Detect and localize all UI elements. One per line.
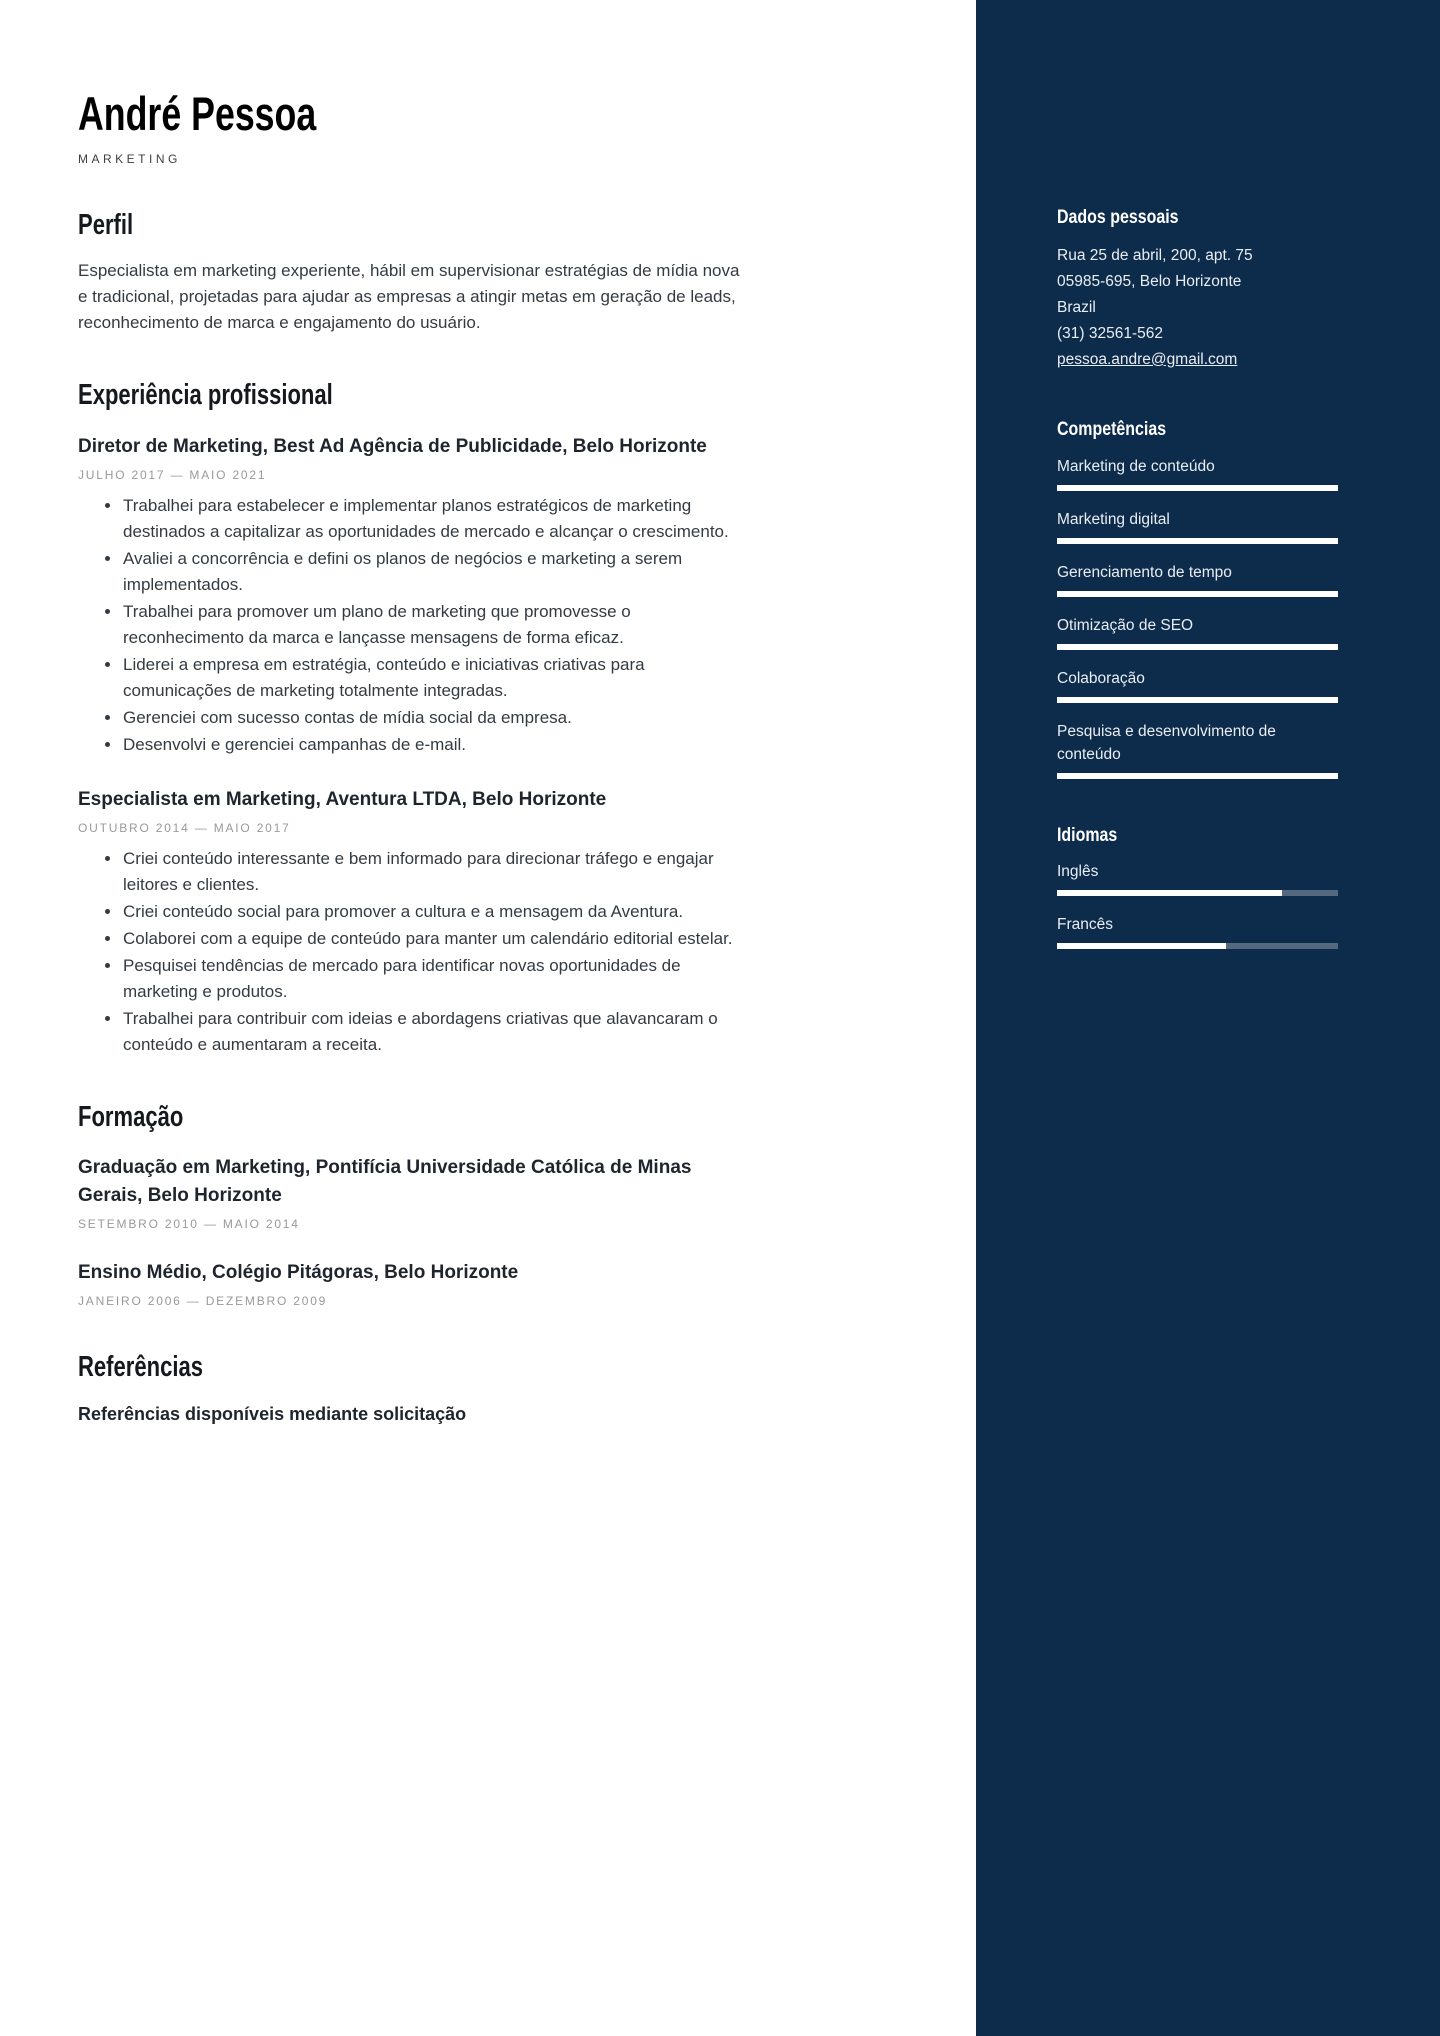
references-text: Referências disponíveis mediante solicitação <box>78 1404 467 1425</box>
skill-label: Otimização de SEO <box>1057 616 1194 634</box>
skill-item <box>1057 455 1338 491</box>
education-dates: JANEIRO 2006 — DEZEMBRO 2009 <box>78 1294 328 1309</box>
personal-details-section <box>1057 207 1338 373</box>
skill-bar-fill <box>1057 773 1338 779</box>
skill-label: Pesquisa e desenvolvimento de conteúdo <box>1057 722 1276 763</box>
job-bullet: • Liderei a empresa em estratégia, conteúdo e iniciativas criativas para comunicações de marketing totalmente integradas. <box>122 652 740 704</box>
language-bar <box>1057 943 1338 949</box>
job-bullet-list <box>78 846 740 1058</box>
education-entry <box>78 1259 740 1308</box>
job-bullet: • Colaborei com a equipe de conteúdo para manter um calendário editorial estelar. <box>122 926 740 952</box>
job-title: Diretor de Marketing, Best Ad Agência de Publicidade, Belo Horizonte <box>78 435 707 457</box>
skill-bar <box>1057 773 1338 779</box>
skill-bar <box>1057 644 1338 650</box>
main-column <box>78 0 740 1427</box>
skill-bar <box>1057 485 1338 491</box>
education-entry <box>78 1154 740 1231</box>
skill-item <box>1057 561 1338 597</box>
experience-entry <box>78 433 740 758</box>
job-dates: JULHO 2017 — MAIO 2021 <box>78 467 267 482</box>
skill-label: Marketing de conteúdo <box>1057 457 1215 475</box>
experience-heading: Experiência profissional <box>78 378 333 411</box>
languages-section <box>1057 825 1338 950</box>
education-title: Graduação em Marketing, Pontifícia Universidade Católica de Minas Gerais, Belo Horizonte <box>78 1157 692 1207</box>
candidate-name: André Pessoa <box>78 87 317 140</box>
job-bullet: • Pesquisei tendências de mercado para identificar novas oportunidades de marketing e produtos. <box>122 953 740 1005</box>
skills-section <box>1057 419 1338 779</box>
language-bar-fill <box>1057 943 1226 949</box>
education-dates: SETEMBRO 2010 — MAIO 2014 <box>78 1217 300 1232</box>
languages-heading: Idiomas <box>1057 824 1118 846</box>
skill-item <box>1057 508 1338 544</box>
phone-number: (31) 32561-562 <box>1057 324 1163 342</box>
skill-bar-fill <box>1057 644 1338 650</box>
language-label: Francês <box>1057 916 1113 934</box>
job-bullet: • Gerenciei com sucesso contas de mídia social da empresa. <box>122 705 740 731</box>
personal-details-heading: Dados pessoais <box>1057 207 1179 228</box>
job-bullet: • Criei conteúdo interessante e bem informado para direcionar tráfego e engajar leitores e clientes. <box>122 846 740 898</box>
skill-bar-fill <box>1057 485 1338 491</box>
job-bullet-list <box>78 493 740 758</box>
references-heading: Referências <box>78 1351 203 1384</box>
job-bullet: • Trabalhei para contribuir com ideias e abordagens criativas que alavancaram o conteúdo e aumentaram a receita. <box>122 1006 740 1058</box>
skill-bar <box>1057 538 1338 544</box>
skill-bar-fill <box>1057 538 1338 544</box>
experience-entry <box>78 786 740 1058</box>
skill-item <box>1057 720 1338 779</box>
skill-item <box>1057 614 1338 650</box>
address-line-1: Rua 25 de abril, 200, apt. 75 <box>1057 246 1253 264</box>
skills-heading: Competências <box>1057 418 1167 440</box>
profile-text: Especialista em marketing experiente, hábil em supervisionar estratégias de mídia nova e tradicional, projetadas para ajudar as empresas a atingir metas em geração de leads, reconhecimento de marca e engajamento do usuário. <box>78 260 740 332</box>
job-bullet: • Trabalhei para estabelecer e implementar planos estratégicos de marketing destinados a capitalizar as oportunidades de mercado e alcançar o crescimento. <box>122 493 740 545</box>
skill-item <box>1057 667 1338 703</box>
email-link[interactable]: pessoa.andre@gmail.com <box>1057 350 1238 368</box>
address-line-2: 05985-695, Belo Horizonte <box>1057 272 1242 290</box>
job-dates: OUTUBRO 2014 — MAIO 2017 <box>78 820 291 835</box>
job-bullet: • Criei conteúdo social para promover a cultura e a mensagem da Aventura. <box>122 899 740 925</box>
job-title: Especialista em Marketing, Aventura LTDA, Belo Horizonte <box>78 788 607 810</box>
language-label: Inglês <box>1057 863 1099 881</box>
sidebar <box>976 0 1440 2036</box>
language-item <box>1057 860 1338 896</box>
skill-label: Gerenciamento de tempo <box>1057 563 1232 581</box>
language-item <box>1057 913 1338 949</box>
skill-label: Colaboração <box>1057 669 1145 687</box>
language-bar-fill <box>1057 890 1282 896</box>
candidate-role-subtitle: MARKETING <box>78 152 181 166</box>
skill-bar <box>1057 591 1338 597</box>
job-bullet: • Desenvolvi e gerenciei campanhas de e-mail. <box>122 732 740 758</box>
education-heading: Formação <box>78 1100 184 1133</box>
skill-label: Marketing digital <box>1057 510 1170 528</box>
address-line-3: Brazil <box>1057 298 1096 316</box>
skill-bar-fill <box>1057 697 1338 703</box>
language-bar <box>1057 890 1338 896</box>
education-title: Ensino Médio, Colégio Pitágoras, Belo Horizonte <box>78 1262 519 1284</box>
job-bullet: • Trabalhei para promover um plano de marketing que promovesse o reconhecimento da marca e lançasse mensagens de forma eficaz. <box>122 599 740 651</box>
job-bullet: • Avaliei a concorrência e defini os planos de negócios e marketing a serem implementados. <box>122 546 740 598</box>
profile-heading: Perfil <box>78 209 134 241</box>
skill-bar <box>1057 697 1338 703</box>
skill-bar-fill <box>1057 591 1338 597</box>
email-row <box>1057 347 1338 373</box>
